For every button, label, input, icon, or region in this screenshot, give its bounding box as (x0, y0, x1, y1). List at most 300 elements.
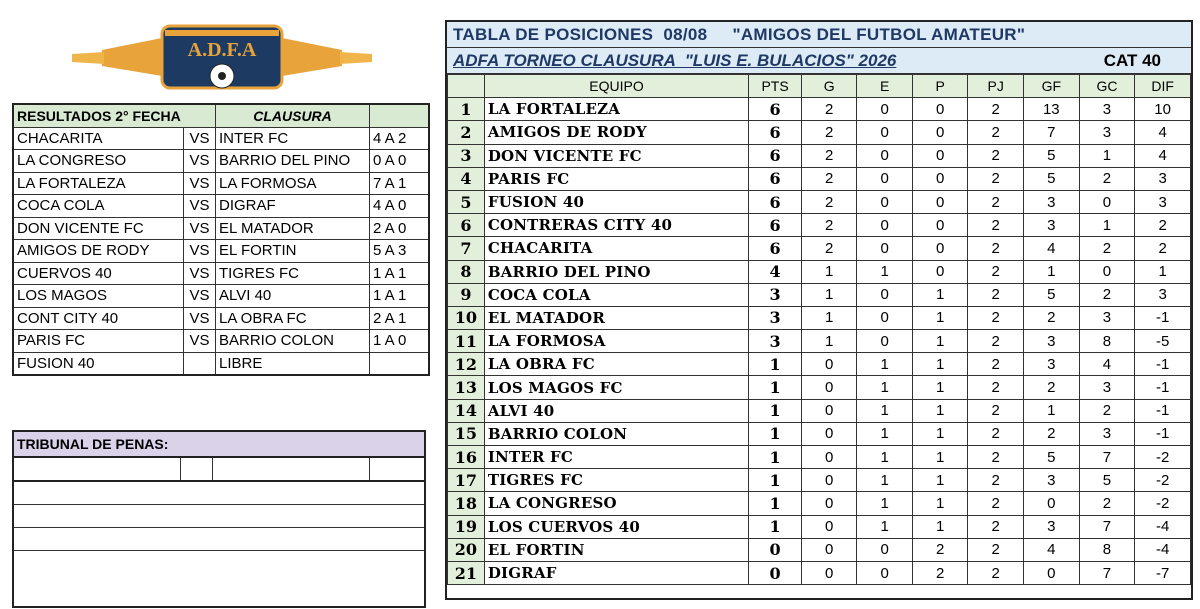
drawn: 0 (857, 561, 913, 584)
won: 1 (801, 260, 857, 283)
drawn: 0 (857, 121, 913, 144)
team-name: LOS CUERVOS 40 (484, 515, 748, 538)
drawn: 0 (857, 167, 913, 190)
match-vs: VS (184, 240, 216, 263)
goals-for: 3 (1024, 214, 1080, 237)
standings-row (448, 214, 1191, 237)
goals-for: 0 (1024, 492, 1080, 515)
played: 2 (968, 515, 1024, 538)
standings-row (448, 492, 1191, 515)
standings-row (448, 237, 1191, 260)
match-vs: VS (184, 217, 216, 240)
column-header-gf: GF (1024, 75, 1080, 98)
points: 6 (749, 98, 802, 121)
drawn: 1 (857, 492, 913, 515)
goals-for: 13 (1024, 98, 1080, 121)
goals-against: 7 (1079, 561, 1135, 584)
lost: 1 (912, 469, 968, 492)
lost: 0 (912, 190, 968, 213)
points: 6 (749, 237, 802, 260)
goal-difference: -7 (1135, 561, 1191, 584)
position: 12 (448, 353, 485, 376)
match-home-team: CHACARITA (13, 127, 184, 150)
won: 0 (801, 376, 857, 399)
goal-difference: -1 (1135, 306, 1191, 329)
played: 2 (968, 538, 1024, 561)
match-row (13, 240, 429, 263)
team-name: INTER FC (484, 446, 748, 469)
played: 2 (968, 422, 1024, 445)
position: 21 (448, 561, 485, 584)
penalties-box (12, 430, 426, 608)
won: 0 (801, 422, 857, 445)
goals-against: 7 (1079, 515, 1135, 538)
played: 2 (968, 167, 1024, 190)
drawn: 1 (857, 353, 913, 376)
results-table (12, 103, 430, 376)
standings-row (448, 306, 1191, 329)
lost: 0 (912, 214, 968, 237)
match-vs: VS (184, 307, 216, 330)
logo-text: A.D.F.A (187, 39, 257, 61)
goal-difference: 3 (1135, 190, 1191, 213)
match-away-team: BARRIO COLON (216, 330, 370, 353)
won: 1 (801, 330, 857, 353)
penalties-row (14, 482, 424, 505)
column-header-g: G (801, 75, 857, 98)
match-score: 4 A 0 (370, 195, 430, 218)
goal-difference: -1 (1135, 399, 1191, 422)
team-name: CONTRERAS CITY 40 (484, 214, 748, 237)
match-score: 5 A 3 (370, 240, 430, 263)
goal-difference: 3 (1135, 167, 1191, 190)
match-row (13, 217, 429, 240)
standings-row (448, 515, 1191, 538)
penalties-divider (369, 458, 370, 480)
lost: 1 (912, 376, 968, 399)
match-row (13, 285, 429, 308)
standings-row (448, 98, 1191, 121)
drawn: 1 (857, 422, 913, 445)
soccer-ball-patch (218, 72, 226, 80)
goals-for: 5 (1024, 167, 1080, 190)
category-label: CAT 40 (1103, 51, 1161, 70)
goal-difference: 2 (1135, 214, 1191, 237)
penalties-row (14, 528, 424, 551)
team-name: DIGRAF (484, 561, 748, 584)
goals-against: 2 (1079, 399, 1135, 422)
goals-for: 3 (1024, 353, 1080, 376)
position: 14 (448, 399, 485, 422)
team-name: ALVI 40 (484, 399, 748, 422)
team-name: FUSION 40 (484, 190, 748, 213)
match-score: 2 A 1 (370, 307, 430, 330)
won: 2 (801, 214, 857, 237)
team-name: EL MATADOR (484, 306, 748, 329)
match-away-team: INTER FC (216, 127, 370, 150)
goal-difference: 2 (1135, 237, 1191, 260)
lost: 1 (912, 283, 968, 306)
team-name: LA CONGRESO (484, 492, 748, 515)
team-name: BARRIO COLON (484, 422, 748, 445)
standings-row (448, 330, 1191, 353)
goals-against: 2 (1079, 283, 1135, 306)
drawn: 0 (857, 190, 913, 213)
column-header-e: E (857, 75, 913, 98)
goals-against: 7 (1079, 446, 1135, 469)
standings-row (448, 167, 1191, 190)
position: 15 (448, 422, 485, 445)
lost: 1 (912, 330, 968, 353)
played: 2 (968, 98, 1024, 121)
results-header-blank (370, 104, 430, 127)
points: 1 (749, 515, 802, 538)
match-home-team: CONT CITY 40 (13, 307, 184, 330)
won: 0 (801, 515, 857, 538)
match-away-team: EL FORTIN (216, 240, 370, 263)
goals-for: 5 (1024, 283, 1080, 306)
played: 2 (968, 121, 1024, 144)
played: 2 (968, 214, 1024, 237)
standings-row (448, 190, 1191, 213)
position: 7 (448, 237, 485, 260)
goal-difference: 4 (1135, 121, 1191, 144)
goal-difference: -2 (1135, 446, 1191, 469)
goals-for: 3 (1024, 190, 1080, 213)
team-name: TIGRES FC (484, 469, 748, 492)
position: 19 (448, 515, 485, 538)
match-home-team: LA FORTALEZA (13, 172, 184, 195)
goals-against: 3 (1079, 98, 1135, 121)
position: 5 (448, 190, 485, 213)
penalties-divider (212, 458, 213, 480)
lost: 1 (912, 446, 968, 469)
lost: 0 (912, 237, 968, 260)
points: 3 (749, 306, 802, 329)
match-away-team: LA OBRA FC (216, 307, 370, 330)
standings-panel (445, 20, 1193, 600)
column-header-pts: PTS (749, 75, 802, 98)
match-away-team: ALVI 40 (216, 285, 370, 308)
goal-difference: -5 (1135, 330, 1191, 353)
position: 10 (448, 306, 485, 329)
points: 1 (749, 492, 802, 515)
goals-against: 2 (1079, 167, 1135, 190)
points: 6 (749, 144, 802, 167)
goals-for: 3 (1024, 469, 1080, 492)
won: 0 (801, 469, 857, 492)
goal-difference: -1 (1135, 376, 1191, 399)
results-title: RESULTADOS 2° FECHA (13, 104, 216, 127)
match-home-team: AMIGOS DE RODY (13, 240, 184, 263)
tournament-name: ADFA TORNEO CLAUSURA "LUIS E. BULACIOS" 2026 (453, 51, 897, 70)
goal-difference: 10 (1135, 98, 1191, 121)
standings-row (448, 353, 1191, 376)
lost: 2 (912, 538, 968, 561)
goals-for: 1 (1024, 399, 1080, 422)
standings-row (448, 399, 1191, 422)
goals-against: 8 (1079, 330, 1135, 353)
standings-row (448, 538, 1191, 561)
match-row (13, 150, 429, 173)
match-score: 7 A 1 (370, 172, 430, 195)
points: 6 (749, 190, 802, 213)
won: 0 (801, 399, 857, 422)
match-home-team: COCA COLA (13, 195, 184, 218)
played: 2 (968, 399, 1024, 422)
match-vs: VS (184, 262, 216, 285)
column-header-pj: PJ (968, 75, 1024, 98)
team-name: LA FORTALEZA (484, 98, 748, 121)
played: 2 (968, 561, 1024, 584)
team-name: BARRIO DEL PINO (484, 260, 748, 283)
match-row (13, 195, 429, 218)
goal-difference: -4 (1135, 515, 1191, 538)
team-name: LOS MAGOS FC (484, 376, 748, 399)
points: 1 (749, 399, 802, 422)
drawn: 0 (857, 330, 913, 353)
goals-for: 4 (1024, 237, 1080, 260)
played: 2 (968, 492, 1024, 515)
points: 1 (749, 422, 802, 445)
match-home-team: PARIS FC (13, 330, 184, 353)
logo-stripe (165, 30, 279, 36)
match-away-team: BARRIO DEL PINO (216, 150, 370, 173)
won: 2 (801, 237, 857, 260)
results-tournament: CLAUSURA (216, 104, 370, 127)
team-name: EL FORTIN (484, 538, 748, 561)
penalties-row (14, 505, 424, 528)
match-row (13, 352, 429, 375)
won: 0 (801, 353, 857, 376)
standings-row (448, 376, 1191, 399)
lost: 1 (912, 492, 968, 515)
points: 1 (749, 469, 802, 492)
goal-difference: -2 (1135, 492, 1191, 515)
lost: 0 (912, 144, 968, 167)
drawn: 0 (857, 283, 913, 306)
goal-difference: -1 (1135, 353, 1191, 376)
won: 1 (801, 306, 857, 329)
drawn: 1 (857, 446, 913, 469)
goals-against: 1 (1079, 144, 1135, 167)
match-home-team: LA CONGRESO (13, 150, 184, 173)
standings-title: TABLA DE POSICIONES 08/08 "AMIGOS DEL FUTBOL AMATEUR" (447, 22, 1191, 48)
goals-against: 3 (1079, 422, 1135, 445)
goals-against: 2 (1079, 492, 1135, 515)
position: 2 (448, 121, 485, 144)
penalties-divider (180, 458, 181, 480)
drawn: 0 (857, 214, 913, 237)
points: 3 (749, 283, 802, 306)
match-row (13, 307, 429, 330)
goals-for: 5 (1024, 144, 1080, 167)
drawn: 0 (857, 98, 913, 121)
lost: 0 (912, 260, 968, 283)
logo-left-wing (102, 38, 162, 76)
played: 2 (968, 283, 1024, 306)
team-name: DON VICENTE FC (484, 144, 748, 167)
lost: 1 (912, 422, 968, 445)
goals-for: 7 (1024, 121, 1080, 144)
drawn: 0 (857, 237, 913, 260)
match-away-team: TIGRES FC (216, 262, 370, 285)
goals-against: 2 (1079, 237, 1135, 260)
goals-against: 3 (1079, 121, 1135, 144)
played: 2 (968, 190, 1024, 213)
standings-row (448, 121, 1191, 144)
goals-against: 1 (1079, 214, 1135, 237)
goals-for: 4 (1024, 538, 1080, 561)
goals-for: 0 (1024, 561, 1080, 584)
team-name: AMIGOS DE RODY (484, 121, 748, 144)
lost: 0 (912, 167, 968, 190)
points: 0 (749, 538, 802, 561)
match-row (13, 127, 429, 150)
goals-for: 2 (1024, 422, 1080, 445)
logo-right-tip (340, 52, 372, 64)
goals-for: 3 (1024, 515, 1080, 538)
lost: 1 (912, 353, 968, 376)
match-away-team: DIGRAF (216, 195, 370, 218)
goals-against: 0 (1079, 190, 1135, 213)
played: 2 (968, 376, 1024, 399)
goals-for: 1 (1024, 260, 1080, 283)
match-home-team: DON VICENTE FC (13, 217, 184, 240)
points: 1 (749, 376, 802, 399)
lost: 1 (912, 306, 968, 329)
match-score: 0 A 0 (370, 150, 430, 173)
drawn: 0 (857, 538, 913, 561)
position: 4 (448, 167, 485, 190)
goal-difference: -4 (1135, 538, 1191, 561)
lost: 1 (912, 399, 968, 422)
won: 2 (801, 144, 857, 167)
standings-row (448, 446, 1191, 469)
won: 0 (801, 561, 857, 584)
column-header-p: P (912, 75, 968, 98)
won: 2 (801, 167, 857, 190)
position: 8 (448, 260, 485, 283)
drawn: 1 (857, 260, 913, 283)
goals-for: 3 (1024, 330, 1080, 353)
lost: 0 (912, 98, 968, 121)
drawn: 1 (857, 376, 913, 399)
match-vs: VS (184, 172, 216, 195)
goals-against: 8 (1079, 538, 1135, 561)
standings-row (448, 260, 1191, 283)
drawn: 0 (857, 144, 913, 167)
match-vs: VS (184, 127, 216, 150)
won: 2 (801, 98, 857, 121)
goal-difference: -1 (1135, 422, 1191, 445)
drawn: 1 (857, 515, 913, 538)
position: 3 (448, 144, 485, 167)
position: 16 (448, 446, 485, 469)
match-home-team: FUSION 40 (13, 352, 184, 375)
match-home-team: CUERVOS 40 (13, 262, 184, 285)
match-away-team: LA FORMOSA (216, 172, 370, 195)
results-header (13, 104, 429, 127)
match-away-team: EL MATADOR (216, 217, 370, 240)
standings-row (448, 422, 1191, 445)
position: 18 (448, 492, 485, 515)
position: 11 (448, 330, 485, 353)
won: 0 (801, 492, 857, 515)
match-vs: VS (184, 285, 216, 308)
column-header-dif: DIF (1135, 75, 1191, 98)
logo-left-tip (72, 52, 104, 64)
standings-row (448, 283, 1191, 306)
standings-table (447, 74, 1191, 585)
team-name: CHACARITA (484, 237, 748, 260)
played: 2 (968, 306, 1024, 329)
goal-difference: 3 (1135, 283, 1191, 306)
team-name: COCA COLA (484, 283, 748, 306)
played: 2 (968, 446, 1024, 469)
points: 1 (749, 353, 802, 376)
penalties-row (14, 458, 424, 482)
match-vs: VS (184, 150, 216, 173)
lost: 0 (912, 121, 968, 144)
won: 0 (801, 538, 857, 561)
match-vs (184, 352, 216, 375)
points: 6 (749, 121, 802, 144)
match-score: 1 A 0 (370, 330, 430, 353)
played: 2 (968, 260, 1024, 283)
played: 2 (968, 330, 1024, 353)
match-row (13, 330, 429, 353)
won: 2 (801, 121, 857, 144)
drawn: 1 (857, 399, 913, 422)
match-score: 1 A 1 (370, 285, 430, 308)
goal-difference: 1 (1135, 260, 1191, 283)
goals-for: 5 (1024, 446, 1080, 469)
played: 2 (968, 237, 1024, 260)
goals-against: 5 (1079, 469, 1135, 492)
match-score: 2 A 0 (370, 217, 430, 240)
match-away-team: LIBRE (216, 352, 370, 375)
goals-against: 0 (1079, 260, 1135, 283)
points: 0 (749, 561, 802, 584)
drawn: 0 (857, 306, 913, 329)
played: 2 (968, 469, 1024, 492)
position: 20 (448, 538, 485, 561)
goal-difference: -2 (1135, 469, 1191, 492)
goals-against: 4 (1079, 353, 1135, 376)
match-row (13, 172, 429, 195)
adfa-logo (62, 18, 382, 98)
match-row (13, 262, 429, 285)
points: 6 (749, 167, 802, 190)
standings-row (448, 561, 1191, 584)
match-score (370, 352, 430, 375)
team-name: LA OBRA FC (484, 353, 748, 376)
points: 3 (749, 330, 802, 353)
penalties-title: TRIBUNAL DE PENAS: (14, 432, 424, 458)
drawn: 1 (857, 469, 913, 492)
position: 17 (448, 469, 485, 492)
points: 4 (749, 260, 802, 283)
won: 2 (801, 190, 857, 213)
played: 2 (968, 144, 1024, 167)
standings-row (448, 144, 1191, 167)
match-score: 1 A 1 (370, 262, 430, 285)
points: 1 (749, 446, 802, 469)
match-home-team: LOS MAGOS (13, 285, 184, 308)
column-header-position (448, 75, 485, 98)
played: 2 (968, 353, 1024, 376)
